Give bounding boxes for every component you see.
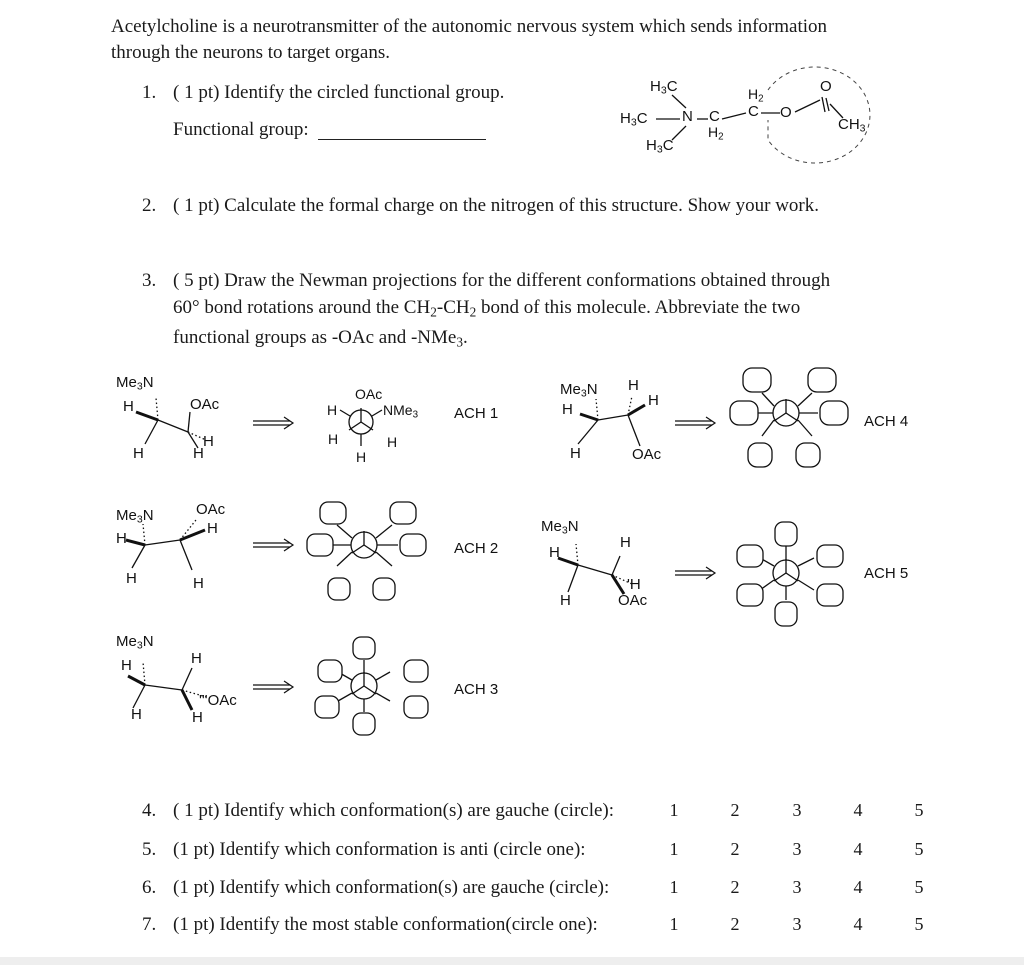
q6-choice-3[interactable]: 3 bbox=[792, 877, 802, 897]
q2-text: ( 1 pt) Calculate the formal charge on the nitrogen of this structure. Show your work. bbox=[173, 195, 820, 216]
sawhorse-3-h-bottom-left: H bbox=[131, 706, 142, 723]
newman-template-ach5 bbox=[737, 522, 843, 626]
q7-number: 7. bbox=[142, 914, 157, 935]
sawhorse-1-h-left: H bbox=[123, 398, 134, 415]
sawhorse-3-h-top-right: H bbox=[191, 650, 202, 667]
methyl-bottom: $H_3C$ bbox=[646, 137, 674, 156]
q4-choice-3[interactable]: 3 bbox=[792, 800, 802, 820]
q3-text-line3: functional groups as -OAc and -NMe$_3$. bbox=[173, 327, 468, 350]
q1-number: 1. bbox=[142, 82, 157, 103]
sawhorse-5-bonds bbox=[558, 544, 632, 594]
q3-text-line2: 60° bond rotations around the $CH_2-CH_2$ bond of this molecule. Abbreviate the two bbox=[173, 297, 801, 320]
q4-number: 4. bbox=[142, 800, 157, 821]
q3-number: 3. bbox=[142, 270, 157, 291]
newman-1-h-lower-left: H bbox=[328, 431, 339, 447]
q7-choice-1[interactable]: 1 bbox=[669, 914, 679, 934]
structure-bonds bbox=[656, 95, 843, 143]
sawhorse-1-h-bottom-left: H bbox=[133, 445, 144, 462]
sawhorse-4-oac: OAc bbox=[632, 446, 662, 463]
sawhorse-3-h-left: H bbox=[121, 657, 132, 674]
sawhorse-2-bonds bbox=[126, 520, 205, 570]
q4-choice-5[interactable]: 5 bbox=[914, 800, 924, 820]
sawhorse-2-oac: OAc bbox=[196, 501, 226, 518]
newman-template-ach2 bbox=[307, 502, 426, 600]
h2-above: $H_2$ bbox=[748, 86, 764, 105]
q5-choice-3[interactable]: 3 bbox=[792, 839, 802, 859]
q3-text-line1: ( 5 pt) Draw the Newman projections for the different conformations obtained through bbox=[173, 270, 831, 291]
newman-1 bbox=[340, 408, 382, 446]
carbon-1: C bbox=[709, 108, 720, 125]
ester-oxygen: O bbox=[780, 104, 792, 121]
methyl-top: $H_3C$ bbox=[650, 78, 678, 97]
q7-text: (1 pt) Identify the most stable conformation(circle one): bbox=[173, 914, 598, 935]
sawhorse-5-me3n: $Me_3N$ bbox=[541, 518, 579, 537]
intro-line-1: Acetylcholine is a neurotransmitter of the autonomic nervous system which sends information bbox=[111, 16, 828, 37]
q5-text: (1 pt) Identify which conformation is anti (circle one): bbox=[173, 839, 586, 860]
q5-choice-1[interactable]: 1 bbox=[669, 839, 679, 859]
newman-1-h-lower-right: H bbox=[387, 434, 398, 450]
sawhorse-4-me3n: $Me_3N$ bbox=[560, 381, 598, 400]
q7-choice-3[interactable]: 3 bbox=[792, 914, 802, 934]
newman-1-nme3: NMe$_3$ bbox=[383, 402, 419, 421]
sawhorse-2-h-left: H bbox=[116, 530, 127, 547]
q4-text: ( 1 pt) Identify which conformation(s) are gauche (circle): bbox=[173, 800, 615, 821]
acetyl-methyl: $CH_3$ bbox=[838, 116, 866, 135]
q7-choice-4[interactable]: 4 bbox=[853, 914, 863, 934]
q6-choice-1[interactable]: 1 bbox=[669, 877, 679, 897]
ach-1-label: ACH 1 bbox=[454, 405, 499, 422]
sawhorse-2-h-bottom-left: H bbox=[126, 570, 137, 587]
q6-number: 6. bbox=[142, 877, 157, 898]
functional-group-circle bbox=[768, 67, 870, 163]
nitrogen-atom: N bbox=[682, 108, 693, 125]
q5-number: 5. bbox=[142, 839, 157, 860]
newman-template-ach4 bbox=[730, 368, 848, 467]
sawhorse-5-h-bottom: H bbox=[560, 592, 571, 609]
q7-choice-2[interactable]: 2 bbox=[730, 914, 740, 934]
q6-choice-4[interactable]: 4 bbox=[853, 877, 863, 897]
sawhorse-4-h-bottom: H bbox=[570, 445, 581, 462]
ach-3-label: ACH 3 bbox=[454, 681, 499, 698]
intro-line-2: through the neurons to target organs. bbox=[111, 42, 390, 63]
q1-answer-label: Functional group: bbox=[173, 119, 309, 140]
sawhorse-3-bonds bbox=[128, 662, 210, 710]
newman-1-h-upper-left: H bbox=[327, 402, 338, 418]
sawhorse-3-h-bottom-right: H bbox=[192, 709, 203, 726]
carbonyl-oxygen: O bbox=[820, 78, 832, 95]
q2-number: 2. bbox=[142, 195, 157, 216]
methyl-left: $H_3C$ bbox=[620, 110, 648, 129]
sawhorse-5-oac: OAc bbox=[618, 592, 648, 609]
sawhorse-3-oac: '''OAc bbox=[199, 692, 237, 709]
q6-text: (1 pt) Identify which conformation(s) are gauche (circle): bbox=[173, 877, 610, 898]
ach-5-label: ACH 5 bbox=[864, 565, 909, 582]
carbon-2: C bbox=[748, 103, 759, 120]
q5-choice-4[interactable]: 4 bbox=[853, 839, 863, 859]
sawhorse-5-h-left: H bbox=[549, 544, 560, 561]
q4-choice-4[interactable]: 4 bbox=[853, 800, 863, 820]
sawhorse-4-h-left: H bbox=[562, 401, 573, 418]
sawhorse-2-me3n: $Me_3N$ bbox=[116, 507, 154, 526]
h2-below: $H_2$ bbox=[708, 124, 724, 143]
q4-choice-2[interactable]: 2 bbox=[730, 800, 740, 820]
sawhorse-5-h-top-right: H bbox=[620, 534, 631, 551]
sawhorse-4-bonds bbox=[578, 396, 645, 446]
newman-1-oac: OAc bbox=[355, 386, 383, 402]
q5-choice-2[interactable]: 2 bbox=[730, 839, 740, 859]
newman-template-ach3 bbox=[315, 637, 428, 735]
q6-choice-2[interactable]: 2 bbox=[730, 877, 740, 897]
sawhorse-1-oac: OAc bbox=[190, 396, 220, 413]
q5-choice-5[interactable]: 5 bbox=[914, 839, 924, 859]
sawhorse-4-h-right: H bbox=[648, 392, 659, 409]
q7-choice-5[interactable]: 5 bbox=[914, 914, 924, 934]
sawhorse-1-h-bottom-right: H bbox=[193, 445, 204, 462]
q6-choice-5[interactable]: 5 bbox=[914, 877, 924, 897]
q4-choice-1[interactable]: 1 bbox=[669, 800, 679, 820]
sawhorse-1-h-right: H bbox=[203, 433, 214, 450]
sawhorse-1-me3n: $Me_3N$ bbox=[116, 374, 154, 393]
sawhorse-5-h-right: 'H bbox=[627, 576, 641, 593]
page-bottom-strip bbox=[0, 957, 1024, 965]
q1-text: ( 1 pt) Identify the circled functional group. bbox=[173, 82, 505, 103]
sawhorse-4-h-top: H bbox=[628, 377, 639, 394]
ach-2-label: ACH 2 bbox=[454, 540, 499, 557]
sawhorse-2-h-bottom-right: H bbox=[193, 575, 204, 592]
newman-1-h-bottom: H bbox=[356, 449, 367, 465]
sawhorse-2-h-right: H bbox=[207, 520, 218, 537]
sawhorse-3-me3n: $Me_3N$ bbox=[116, 633, 154, 652]
ach-4-label: ACH 4 bbox=[864, 413, 909, 430]
